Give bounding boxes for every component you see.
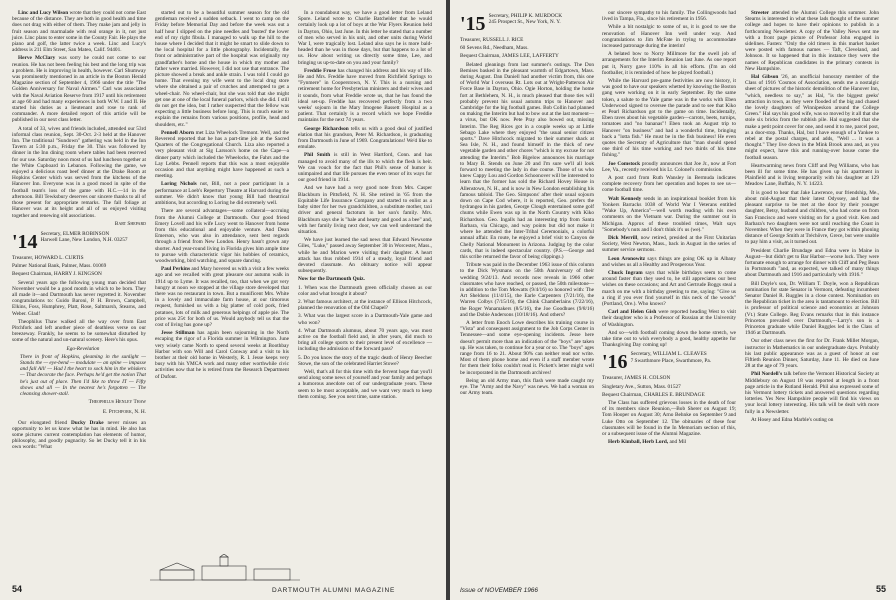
quiz-item: 4. What Dartmouth alumnus, about 70 years ago, was most active on the football field and, in after years, did much to bring all college sports to their present level of excellence — including the admission of the forward pass? bbox=[298, 327, 432, 353]
poem: There in front of Hopkins, gleaming in the sunlight — Stands the — eye-bend — modulate — an opine — impasse and fall All! — Had I the heart to sock him in the whiskers — That decorate the face. Perhaps he'd get the notion That he's just out of place. Then I'd like to throw IT — Fifty shows and all — In the nearest he's forgotten — The cleansing shower-stall. bbox=[20, 353, 146, 397]
right-column-2: our sincere sympathy to his family. The Collingwoods had lived in Tampa, Fla., since his retirement in 1956. While a bit nostalgic to some of us, it is good to see the renovation of Hanover Inn well under way. And congratulations to Jim McFate in trying to accommodate increased patronage during the interim! A belated bow to Norry Millmore for the swell job of arrangements for the Interim Reunion last June. As one report put it, Norry gave 110% in all his efforts. (I'm an old footballer, it is reminded of how he played football.) While the Harvard pre-game festivities are now history, it was good to have our speakers whetted by knowing the Boston gang were working on it in early September. By the same token, a salute to the Yale game was in the works with Eben Underwood signed to oversee the parade and to see that Kiko et Pearl Richardson got to the game on time. Incidentally, Eben raves about his vegetable garden—carrots, beets, turnips, tomatoes and "no bananas"! Eben took an August trip to Hanover "on business" and had a wonderful time, bringing back a "lotta fish." He must be in the fish business! He even quotes the Secretary of Agriculture that "man should spend one third of his time working and two thirds of his time fishing." Joe Comstock proudly announces that Joe Jr., now at Fort Lee, Va., recently received his Lt. Colonel's commission. A post card from Ruth Wansley in Bermuda indicates complete recovery from her operation and hopes to see us—come football time. Walt Kennedy sends in an inspirational booklet from his Yonkers Barracks 1038 of World War I Veterans entitled "Wake Up, America"—well worth reading with his own comments on the Vietnam war. During the summer out in Michigan. Approx of these troubled times, Walt says "Somebody's nuts and I don't think it's us (we)." Dick Merrill, now retired, presided at the First Unitarian Society, West Newton, Mass., back in August in the series of summer service sermons. Leon Aronowitz says things are going OK up in Albany and wishes us all a Healthy and Prosperous Year. Chuck Ingram says that while birthdays seem to come around faster than they used to, he still appreciates our best wishes on these occasions; and Art and Gertrude Boggs steal a march on me with a birthday greeting to me, saying: "Give us a ring if you ever find yourself in this neck of the woods" (Portland, Ore.). Who knows? Carl and Helen Gish were reported heading West to visit their daughter who is a Professor of Russian at the University of Washington. And so—with football coming down the home stretch, we take time out to wish everybody a good, healthy appetite for Thanksgiving Day coming up! '16 Secretary, WILLIAM L. CLEAVES 7 Swarthmore Place, Swarthmore, Pa. Treasurer, JAMES H. COLSON Singletary Ave., Sutton, Mass. 01527 Bequest Chairman, CHARLES E. BRUNDAGE The Class has suffered grievous losses in the death of four of its members since Reunion,—Bob Sherer on August 19; Tom Hooper on August 30; Arno Behnke on September 9 and Luke Otto on September 12. The obituaries of these four classmates will be found in the In Memoriam section of this, or a subsequent issue of the Alumni Magazine. Herb Kimball, Herb Lord, and Mil bbox=[602, 10, 737, 446]
magazine-title: DARTMOUTH ALUMNI MAGAZINE bbox=[272, 587, 396, 594]
left-column-2: started out to be a beautiful summer season for the old gentleman received a sudden setback. I went to camp on the Friday before Memorial Day and before the week was out a half hour I slipped on the pine needles and 'busted' the lower end of my right fibula. I managed to walk up the hill to the house where I decided that it might be smart to slide down to the local hospital for a little photography. Incidentally, the front or administrative part of the hospital was originally my grandfather's home and the house in which my mother and father were married. However, I did not use that entrance. The picture showed a break and ankle strain. I was told I could go home. That evening my wife went to the local drug store where she obtained a pair of crutches and attempted to get a wheel-chair. No wheel-chair, but she was told that she might get one at one of the local funeral parlors, which she did. I still do not get the idea, but I rather suspected that the fellow was expecting a little business before long. This is much easier to explain the remains from various positions, profile, head and shoulders, etc." Pennell Aborn met Liza Wheelock Tremont. Well, and the Reverend reported that he has a part-time job at the Sacred Quarters of the Congregational Church. Liza also reported a very pleasant visit at Sig Larsson's home on the Cape—a dinner party which included the Wheelocks, the Fahrs and the Lay Lebbs. Pennell reports that this was a most enjoyable occasion and that anything might have happened at such a meeting. Loring Nichols not, Bill, not a poor participant in a performance at Loeb's Repertory Theatre at Harvard during the summer. We didn't know that young Bill had theatrical ambitions, but according to Loring he did extremely well. There are several advantages—some collateral—accruing from the Alumni College at Dartmouth. Our good friend Emery Lovell and his wife Lucy went to Hanover from home from this educational and enjoyable venture. And Dean Emerson, who was also in attendance, sent best regards through a friend from New London. Henry hasn't grown any shorter. And year-round living in Florida gives him ample time to pursue with characteristic vigor his hobbies of ceramics, woodworking, bird watching, and square dancing. Paul Perkins and Mary hovered us with a visit a few weeks ago and we recalled with great pleasure our autumn walk in 1914 up to Lyme. It was recalled, too, that when we got very hungry at noon we stopped at the village store developed that there was no restaurant in town. But a munificent Mrs. White in a lovely and immaculate farm house, at our timorous request, furnished us with a big platter of cold pork, fried potatoes, lots of milk and generous helpings of apple pie. The price was 25¢ for both of us. Would anybody tell us that the cost of living has gone up? Jesse Stillman has again been sojourning in the North escaping the rigor of a Florida summer in Wilmington. June very wisely came North to spend several weeks at Boothbay Harbor with son Will and Carol Conway and a visit to his brother at their old home in Westerly, R. I. Jesse keeps very busy with his YMCA work and many other worthwhile civic activities now that he is retired from the Research Department of Dufont. bbox=[155, 10, 290, 380]
quiz-item: 2. What famous architect, at the instance of Ellison Hitchcock, planned the renovation of the Old Chapel? bbox=[298, 298, 432, 312]
page-number: 54 bbox=[12, 584, 23, 594]
quiz-item: 1. When was the Dartmouth green officially chosen as our color and what brought it about? bbox=[298, 284, 432, 297]
class-year: '16 bbox=[602, 351, 628, 373]
class-header-1915: '15 Secretary, PHILIP K. MURDOCK 245 Prospect St., New York, N. Y. bbox=[460, 13, 563, 34]
quiz-item: 3. What was the largest score in a Dartmouth-Yale game and who won? bbox=[298, 313, 432, 326]
issue-date: Issue of NOVEMBER 1966 bbox=[460, 587, 539, 594]
left-page-footer bbox=[12, 584, 22, 594]
right-column-3: Streeter attended the Alumni College this summer. John Stearns is interested in what these lads thought of the summer college and hopes to have their opinions to publish in a forthcoming Newsletter. A copy of the Valley News sent me with a front page picture of Professor John engaged in sidelines. Fasten: "Only the old timers in this market basket were posted with famous names — Taft, Cleveland, and Johnson. It so happened that in this instance they were the names of Republican candidates in the primary contests in New Hampshire. Hal Gibson '26, an unofficial honorary member of the Class of 1916 'Cosmos of Association, sends me a nostalgic sheet of pictures of the historic demolition of the Hanover Inn, "which, needless to say," as Hal, "is the biggest geeks' attraction in town, as they were flooded of the big and chased the lovely daughters of Winnipeskon around the College Green." Hal says his good wife, was so moved by it all that she stole six bricks from the rubbish pile. Hal suggested that she make a petit point cover for one, and send it to me, parcel post, as a door-stop. Thanks, Hal, but I have enough of a Yankee to rebel at the postal charges, and adds, "Well ... it was a thought." They live down in the Mink Brook area and, as you might expect, have this and running-over house come the football season. Heartwarming news from Cliff and Peg Williams, who has been ill for some time. He has given up his apartment in Plainfield and is living temporarily with his daughter at 129 Meadow Lane, Buffalo, N. Y. 14223. It is good to hear that Jake Lawrence, our friendship, Me., about mid-August that their latest Odyssey, and had the pleasant surprise to be met at the door by their younger daughter, Betsy, husband and children, who had come on from San Francisco and were visiting on for a good visit. Ken and Barbara's two daughters were not until reaching the Coast in November. When they were in France they got within phoning distance of George Smith at Tréchôvre, Grece, but were unable to pay him a visit, as it turned out. President Charlie Brundage and Edna were in Maine in August—but didn't get to Bar Harbor—worse luck. They were fortunate enough to arrange for dinner with Cliff and Peg Bean in Portsmouth "and, as expected, we talked of many things about Dartmouth and 1916 and particularly with 1916." Bill Doyle's son, Dr. William T. Doyle, won a Republican nomination for state Senator in Vermont, defeating incumbent Senator Daniel R. Ruggles in a close contest. Nomination on the Republican ticket in the area is tantamount to election. Bill is professor of political science and economics at Johnson (Vt.) State College. Reg Evans remarks that in this instance Princeton prevailed over Dartmouth,—Larry's son is a Princeton graduate while Daniel Ruggles led is the Class of 1946 at Dartmouth. Our other class news the first for Dr. Frank Millet Morgan, instructor in Mathematics in our undergraduate days. Probably his last public appearance was as a guest of honor at our Fiftieth Reunion Dinner, Saturday, June 11. He died on June 28 at the age of 79 years. Phil Nordell's talk before the Vermont Historical Society at Middlebury on August 18 was reported at length in a front page article in the Rutland Herald. Phil also expressed some of his Vermont lottery tickets and answered questions regarding lotteries. Yes New Hampshire people will find his views on your local lottery interesting. His talk will be dealt with more fully in a Newsletter. At Hosey and Edna Marble's outing on bbox=[745, 10, 880, 423]
class-year: '14 bbox=[12, 230, 38, 252]
signature: Bart Shepard bbox=[114, 220, 146, 227]
campus-skyline-illustration bbox=[150, 554, 300, 582]
class-year: '15 bbox=[460, 13, 486, 34]
left-column-1: Linc and Lucy Wilson wrote that they could not come East because of the distance. They are both in good health and time does not drag with either of them. They make jam and jelly in fruit season and marmalade with real orange in it, not just juice. Linc plans to enter some in the County Fair. He plays the piano and golf, the latter twice a week. Linc and Lucy's address is 211 Elm Street, San Mateo, Calif. 94401. Herve McClary was sorry he could not come to our reunion. He has not been feeling his best and the long trip was a problem. He is improving in health, however. Carl Shumway was prominently mentioned in an article in the Boston Herald Magazine section of September 4, 1966 under the title "The Golden Anniversary for Naval Airmen." Carl was associated with the Naval Aviation Reserve from 1917 until his retirement at age 60 and had many experiences in both W.W. I and II. He started his duties as a lieutenant and rose to rank of commander. A more detailed report of this article will be published in our next class letter. A total of 33, wives and friends included, attended our 53rd informal class reunion, Sept. 30-Oct. 2-3 held at the Hanover Inn. The traditional "Sundown" gathering was held in the Inn Tavern at 5:30 p.m., Friday the 30. This was followed by dinner in the Inn dining room where tables had been reserved for our use. Saturday noon most of us had luncheon together at the White Cupboard in Lebanon. Following the game, we enjoyed a delicious roast beef dinner at the Drake Room at Hopkins Center which was served from the kitchens of the Hanover Inn. Everyone was in a good mood in spite of the football team's loss of the game with H.C.—14 in the afternoon. Bill Tewksbury deserves our sincere thanks to all of those present for appropriate remarks. The fall foliage at Hanover was at its height and all of us enjoyed visiting together and renewing old associations. Bart Shepard '14 Secretary, ELMER ROBINSON Harwell Lane, New London, N.H. 03257 Treasurer, HOWARD L. CURTIS Palmer National Bank, Palmer, Mass. 01069 Bequest Chairman, HARRY J. KINGSON Several years ago the following young man decided that November would be a good month in which to be born. They all made it—and Dartmouth has never regretted it. November congratulations to: Guido Baroni, P. H. Brown, Campbell, Elkins, Foss, Humphrey, Platt, Rose, Saltmarsh, Stearns, and Weber. Glad! Theophilus Thaw walked all the way over from East Pitchfork and left another piece of deathless verse on our breezeway. Frankly, he seems to be somewhat disturbed by some of the natural and un-natural scenery. Here's his opus. Ego-Revelation There in front of Hopkins, gleaming in the sunlight — Stands the — eye-bend — modulate — an opine — impasse and fall All! — Had I the heart to sock him in the whiskers — That decorate the face. Perhaps he'd get the notion That he's just out of place. Then I'd like to throw IT — Fifty shows and all — In the nearest he's forgotten — The cleansing shower-stall. Theophilus Henley Thaw E. Pitchfork, N. H. Our elongated friend Ducky Drake never misses an opportunity to let us know what he has in mind. He also has some pictures current contemplation has elements of humor, philosophy, and goodly pugnacity. So let Ducky tell it in his own words: "What bbox=[12, 10, 146, 451]
right-column-1: '15 Secretary, PHILIP K. MURDOCK 245 Prospect St., New York, N. Y. Treasurer, RUSSELL J. RICE 60 Sevens Rd., Needham, Mass. Bequest Chairman, JAMES LEE, LAFFERTY Belated gleanings from last summer's outings. The Don Bemises basked in the pleasant warmth of Edgartown, Mass. during August. Dan Daniell had another victim from, this one of World War I overseas Rt. Lots out at Wright-Patterson Air Force Base in Dayton, Ohio. Ogie Horton, holding the home fort at Bethlehem, N. H., is much pleased that those ties will probably prevent his usual autumn trips to Hanover and Cambridge for the big football games. Bob Collin had planned on making the Interim but had to bow out at the last moment—a virus, but OK now. Pete Pray also bowed out, missing Interim. The Reg Rices got in a couple weeks up at Little Sebago Lake where they enjoyed "the usual senior citizen sports." Dave Hitchcock migrated to their summer shack at Sea Isle, N. H., and found himself in the thick of new vegetable garden and other chores "which is my excuse for not attending the Interim." Bob Bigelow announces his marriage to Mary B. Stends on June 20 and I'm sure we'll all look forward to meeting the lady in due course. Those of us who knew Cappy Lou and Gordon Schoonover will be interested to learn that the former has sold the Richard Hovey House in Allenstown, N. H., and is now in New London establishing his famous tabloid. The Geo. Simpsons' after their usual sojourn down on Cape Cod where, it is reported, Geo. prefers the hydrangea in his garden, George Clough entertained some golf chums while Ewen was up in the North Country with Kiko Richardson. Geo. Ingalls had an interesting trip from Santa Barbara, via Chicago, and way points but did not make it where he attended the Inter-Tribal Ceremonials, a colorful annual affair. En route, he enjoyed a brief visit to Canyon de Chelly National Monument in Arizona. Judging by the color cards, that is indeed spectacular country. (P.S.—George and this scribe returned the favor of being clippings.) Tribute was paid in the December 1963 issue of this column to the Dick Wysmans on the 50th Anniversary of their wedding 9/24/13. And records now reveals in 1966 other classmates who have reached, or passed, the 50th milestone—in addition to the Tom Mowatts (9/4/16) so honored with: The Art Sheldons (11/4/15), the Earle Carpenters (7/21/16), the Warren Colbys (7/15/16), the Chink Chamberlains (7/22/16), the Roger Wanamakers (8/5/16), the Joe Goodhues (9/8/16) and the Dobie Andersons (10/18/16). And others? A letter from Enoch Lowe describes his training course in "Vista" and consequent assignment to the Job Corps Center in Tennessee—and some eye-opening incidents. Jesse here doesn't permit more than an indication of the "boys" are taken up. He was taken, to continue for a year or so. The "boys" ages range from 16 to 21. About 90% can neither read nor write. Most of them phone home and even if a staff member wrote for them their folks couldn't read it. Pickett's letter might well be incorporated in the Dartmouth archives! Being an old Army man, this flash were made caught my eye. The "Army and the Navy" was news. We had a woman on our Army team. bbox=[460, 13, 594, 397]
right-page bbox=[450, 0, 896, 600]
left-page bbox=[0, 0, 446, 600]
class-header-1916: '16 Secretary, WILLIAM L. CLEAVES 7 Swarthmore Place, Swarthmore, Pa. bbox=[602, 351, 712, 373]
class-header-1914: '14 Secretary, ELMER ROBINSON Harwell Lane, New London, N.H. 03257 bbox=[12, 230, 128, 252]
left-column-3: In a roundabout way, we have a good letter from Leland Spore. Leland wrote to Charlie Batchelder that he would certainly look up a lot of boys at the War Flyers Reunion held in Dayton, Ohio, last June. In this letter he stated that a number of men who served in his unit, and other units during World War I, were tragically lost. Leland also says he is more bald-headed than he was in those days, but that happens to a lot of us. How about writing us directly some time, Lee, and bringing us up-to-date on you and your family? Freddie Fruse has changed his address and his way of life. He and Mrs. Freddie have moved from Richfield Springs to "Fynmere" in Cooperstown, N. Y. This is a nursing and retirement home for Presbyterian ministers and their wives and it sounds, from what Freddie wrote us, that he has found the ideal set-up. Freddie has recovered perfectly from a two weeks' sojourn in the Mary Imogene Bassett Hospital as a patient. That certainly is a record which we hope Freddie maintains for the next 74 years. George Richardson tells us with a good deal of justified elation that his grandson, Peter M. Richardson, is graduating from Dartmouth in June of 1969. Congratulations! We'd like to emulate. Phil Smith is still in West Hartford, Conn. and has managed to avoid many of the ills to which the flesh is heir. We can vouch for the fact that Phil's sense of humor is unimpaired and that life pursues the even tenor of its ways for our good friend in 1914. And we have had a very good note from Mrs. Casper Blackburn in Pittsfield, N. H. She retired in '65 from the Equitable Life Insurance Company and started to enlist as a baby sitter for her two grandchildren, a substitute mother, taxi driver and general factotum in her son's family. Mrs. Blackburn says she is "hale and hearty and good as a bee" and, with her family living next door, we can well understand the situation. We have just learned the sad news that Edward Newsome Giles, "Luke," passed away September 30 in Worcester, Mass., while he and Marion were visiting their daughter. A heart attack has thus robbed 1914 of a steady, loyal friend and devoted classmate. An obituary notice will appear subsequently. Now for the Dartmouth Quiz. 1. When was the Dartmouth green officially chosen as our color and what brought it about? 2. What famous architect, at the instance of Ellison Hitchcock, planned the renovation of the Old Chapel? 3. What was the largest score in a Dartmouth-Yale game and who won? 4. What Dartmouth alumnus, about 70 years ago, was most active on the football field and, in after years, did much to bring all college sports to their present level of excellence — including the admission of the forward pass? 5. Do you know the story of the tragic death of Henry Beecher Stowe, the son of the celebrated Harriet Stowe? Well, that's all for this time with the fervent hope that you'll send along some news of yourself and your family and perhaps a humorous anecdote out of our undergraduate years. These seem to be most acceptable, and we want very much to keep them coming. See you next time, same station. bbox=[298, 10, 433, 400]
quiz-item: 5. Do you know the story of the tragic death of Henry Beecher Stowe, the son of the celebrated Harriet Stowe? bbox=[298, 354, 432, 367]
page-number: 55 bbox=[876, 584, 887, 594]
right-page-footer bbox=[876, 584, 886, 594]
